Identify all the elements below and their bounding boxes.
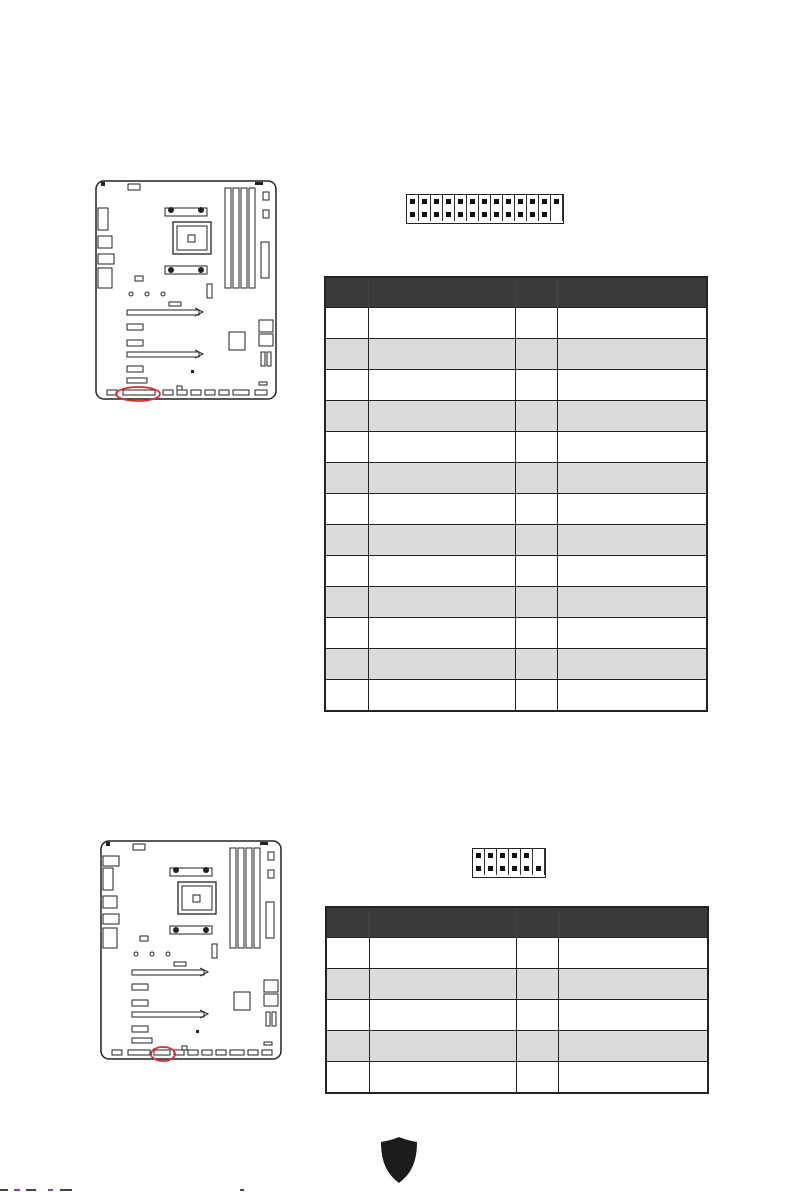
- table-row: [325, 525, 707, 556]
- pin: [521, 862, 533, 875]
- pin: [515, 195, 527, 208]
- table-header-pin: [516, 907, 558, 938]
- pin: [509, 862, 521, 875]
- pin-empty: [551, 208, 563, 221]
- table-row: [325, 308, 707, 339]
- pin: [497, 862, 509, 875]
- pin: [527, 195, 539, 208]
- table-row: [325, 680, 707, 712]
- pin: [497, 849, 509, 862]
- table-header-pin: [326, 907, 369, 938]
- pin: [443, 195, 455, 208]
- pin: [521, 849, 533, 862]
- pin: [491, 195, 503, 208]
- table-row: [326, 1000, 708, 1031]
- table-header-signal: [368, 277, 515, 308]
- pin-header-diagram-bottom: [472, 848, 546, 878]
- pin-definition-table-top: [324, 276, 708, 712]
- pin: [485, 862, 497, 875]
- pin: [407, 208, 419, 221]
- pin: [527, 208, 539, 221]
- table-row: [325, 587, 707, 618]
- msi-shield-icon: [380, 1136, 418, 1184]
- pin: [479, 195, 491, 208]
- table-row: [325, 370, 707, 401]
- pin-header-diagram-top: [406, 194, 564, 224]
- pin: [551, 195, 563, 208]
- table-row: [326, 1062, 708, 1094]
- pin: [539, 208, 551, 221]
- pin: [515, 208, 527, 221]
- table-header-pin: [515, 277, 557, 308]
- pin: [485, 849, 497, 862]
- motherboard-diagram-top: [95, 180, 277, 402]
- table-row: [325, 494, 707, 525]
- table-row: [325, 649, 707, 680]
- table-row: [326, 969, 708, 1000]
- pin: [509, 849, 521, 862]
- pin: [473, 862, 485, 875]
- pin: [455, 195, 467, 208]
- table-row: [326, 938, 708, 969]
- pin: [539, 195, 551, 208]
- table-row: [325, 401, 707, 432]
- pin: [491, 208, 503, 221]
- pin: [443, 208, 455, 221]
- pin: [503, 195, 515, 208]
- pin: [419, 208, 431, 221]
- pin: [431, 195, 443, 208]
- table-row: [325, 339, 707, 370]
- pin: [467, 208, 479, 221]
- table-header-signal: [558, 907, 708, 938]
- table-header-signal: [557, 277, 707, 308]
- table-row: [325, 432, 707, 463]
- pin: [503, 208, 515, 221]
- pin: [419, 195, 431, 208]
- pin: [431, 208, 443, 221]
- pin: [467, 195, 479, 208]
- pin: [455, 208, 467, 221]
- table-header-row: [326, 907, 708, 938]
- pin: [407, 195, 419, 208]
- table-row: [325, 618, 707, 649]
- table-row: [326, 1031, 708, 1062]
- pin: [533, 862, 545, 875]
- footer-strip: [0, 1186, 795, 1192]
- motherboard-diagram-bottom: [100, 840, 282, 1062]
- pin-empty: [533, 849, 545, 862]
- table-row: [325, 556, 707, 587]
- table-row: [325, 463, 707, 494]
- table-header-pin: [325, 277, 368, 308]
- pin-definition-table-bottom: [325, 906, 709, 1094]
- table-header-row: [325, 277, 707, 308]
- pin: [479, 208, 491, 221]
- pin: [473, 849, 485, 862]
- table-header-signal: [369, 907, 516, 938]
